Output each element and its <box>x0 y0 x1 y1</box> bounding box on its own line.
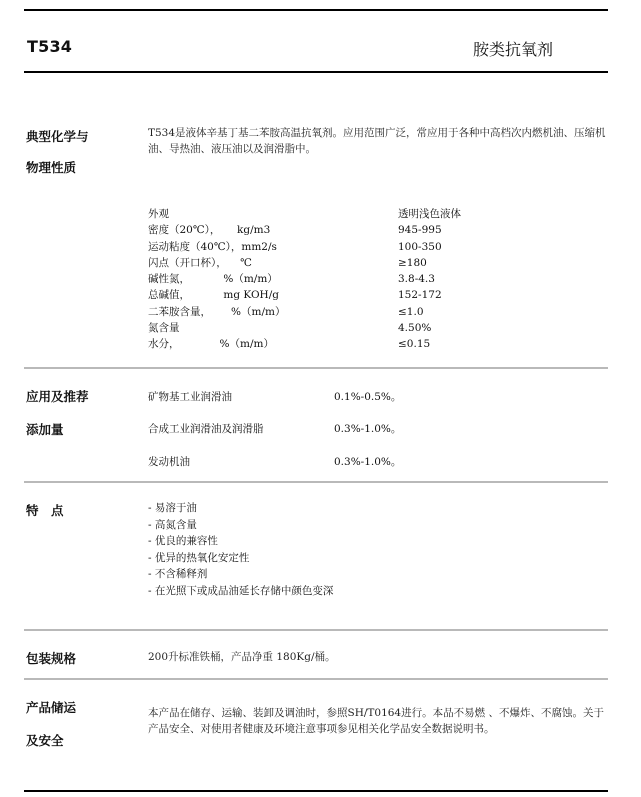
application-dosage: 0.3%-1.0%。 <box>334 423 402 435</box>
property-value: 透明浅色液体 <box>398 208 461 220</box>
top-rule <box>24 9 608 11</box>
feature-item: - 易溶于油 <box>148 502 197 514</box>
divider <box>24 629 608 631</box>
property-name: 水分， %（m/m） <box>148 338 274 351</box>
application-dosage: 0.3%-1.0%。 <box>334 456 402 468</box>
application-name: 发动机油 <box>148 456 190 468</box>
property-value: ≥180 <box>398 256 427 269</box>
property-value: 100-350 <box>398 240 442 253</box>
property-value: ≤0.15 <box>398 338 431 351</box>
property-row <box>148 222 608 238</box>
property-name: 氮含量 <box>148 322 180 335</box>
property-name: 二苯胺含量， %（m/m） <box>148 305 286 318</box>
properties-table <box>148 206 608 353</box>
storage-text: 本产品在储存、运输、装卸及调油时，参照SH/T0164进行。本品不易燃 、不爆炸、不腐蚀。关于产品安全、对使用者健康及环境注意事项参见相关化学品安全数据说明书。 <box>148 707 604 735</box>
product-type: 胺类抗氧剂 <box>472 40 553 59</box>
property-row <box>148 255 608 271</box>
property-row <box>148 304 608 320</box>
property-value: 152-172 <box>398 289 442 302</box>
header-rule <box>24 71 608 73</box>
features-list <box>148 500 333 599</box>
property-row <box>148 271 608 287</box>
property-name: 外观 <box>148 208 169 220</box>
feature-item: - 不含稀释剂 <box>148 568 208 580</box>
feature-item: - 高氮含量 <box>148 518 197 531</box>
feature-item: - 在光照下或成品油延长存储中颜色变深 <box>148 584 334 597</box>
bottom-rule <box>24 790 608 792</box>
divider <box>24 678 608 680</box>
properties-title-2: 物理性质 <box>26 160 77 175</box>
property-name: 密度（20℃）， kg/m3 <box>148 224 271 237</box>
feature-item: - 优异的热氧化安定性 <box>148 551 250 564</box>
application-dosage: 0.1%-0.5%。 <box>334 391 402 403</box>
application-title-2: 添加量 <box>26 422 64 437</box>
storage-title-2: 及安全 <box>26 733 64 748</box>
application-name: 矿物基工业润滑油 <box>148 391 232 403</box>
property-value: 945-995 <box>398 224 442 237</box>
property-name: 运动粘度（40℃），mm2/s <box>148 240 277 253</box>
divider <box>24 367 608 369</box>
divider <box>24 481 608 483</box>
product-code: T534 <box>27 37 73 56</box>
property-value: ≤1.0 <box>398 305 424 318</box>
application-title-1: 应用及推荐 <box>26 389 89 404</box>
feature-item: - 优良的兼容性 <box>148 535 218 547</box>
properties-description: T534是液体辛基丁基二苯胺高温抗氧剂。应用范围广泛，常应用于各种中高档次内燃机油、压缩机油、导热油、液压油以及润滑脂中。 <box>148 127 606 155</box>
property-value: 4.50% <box>398 322 432 335</box>
application-name: 合成工业润滑油及润滑脂 <box>148 423 264 435</box>
property-name: 总碱值， mg KOH/g <box>148 289 279 302</box>
property-row <box>148 320 608 336</box>
property-row <box>148 287 608 303</box>
storage-title-1: 产品储运 <box>26 700 77 715</box>
property-row <box>148 206 608 222</box>
properties-title-1: 典型化学与 <box>26 129 89 144</box>
packaging-title: 包装规格 <box>26 651 77 666</box>
property-name: 闪点（开口杯）， ℃ <box>148 256 252 269</box>
packaging-text: 200升标准铁桶，产品净重 180Kg/桶。 <box>148 651 336 663</box>
property-value: 3.8-4.3 <box>398 273 435 286</box>
features-title: 特 点 <box>26 503 64 518</box>
property-row <box>148 336 608 352</box>
property-name: 碱性氮， %（m/m） <box>148 273 278 286</box>
property-row <box>148 239 608 255</box>
